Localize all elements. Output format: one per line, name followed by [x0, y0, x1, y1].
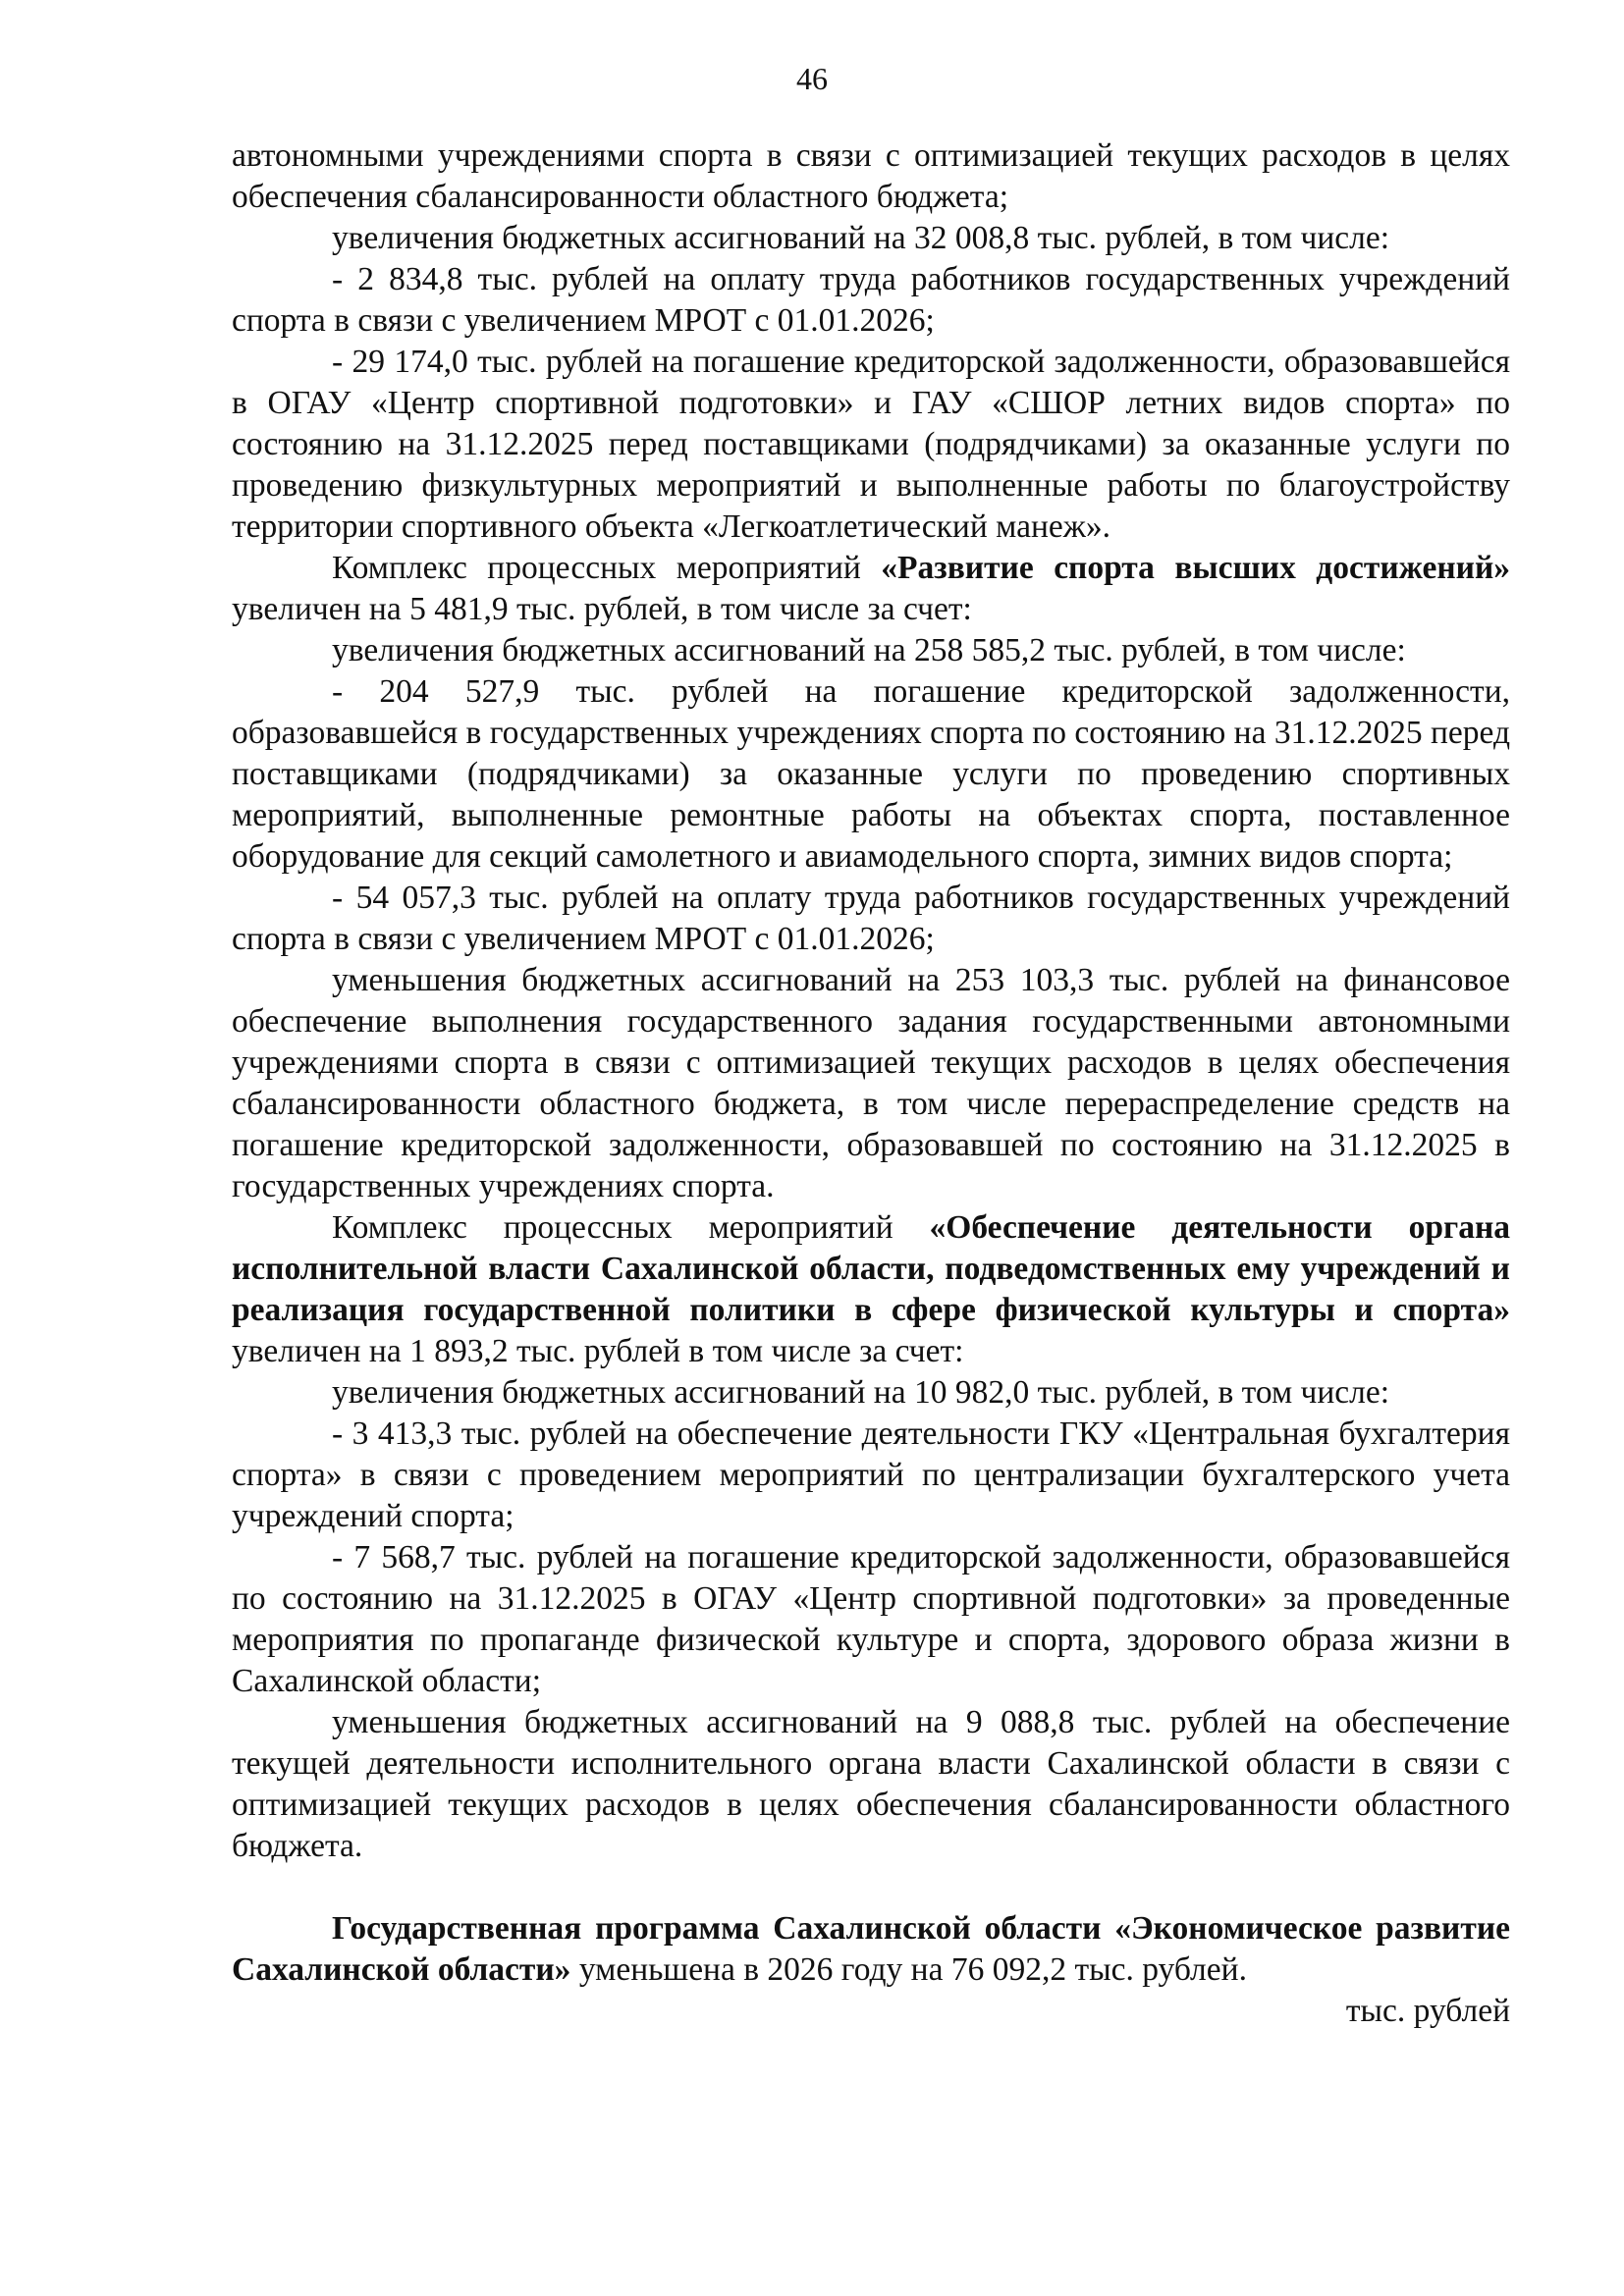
paragraph-rest: уменьшена в 2026 году на 76 092,2 тыс. рублей.: [570, 1951, 1247, 1988]
paragraph: увеличения бюджетных ассигнований на 10 982,0 тыс. рублей, в том числе:: [332, 1374, 1390, 1411]
paragraph: автономными учреждениями спорта в связи с оптимизацией текущих расходов в целях обеспечения сбалансированности областного бюджета;: [232, 137, 1510, 215]
paragraph: уменьшения бюджетных ассигнований на 9 088,8 тыс. рублей на обеспечение текущей деятельности исполнительного органа власти Сахалинской области в связи с оптимизацией текущих расходов в целях обеспечения сбалансированности областного бюджета.: [232, 1704, 1510, 1864]
document-body: [232, 135, 1510, 2032]
paragraph: [232, 548, 1510, 630]
page-number: 46: [796, 61, 828, 96]
paragraph-lead: Комплекс процессных мероприятий: [332, 1209, 930, 1246]
program-heading: [232, 1908, 1510, 1991]
list-item: - 29 174,0 тыс. рублей на погашение кредиторской задолженности, образовавшейся в ОГАУ «Центр спортивной подготовки» и ГАУ «СШОР летних видов спорта» по состоянию на 31.12.2025 перед поставщиками (подрядчиками) за оказанные услуги по проведению физкультурных мероприятий и выполненные работы по благоустройству территории спортивного объекта «Легкоатлетический манеж».: [232, 344, 1510, 545]
complex-title: «Обеспечение деятельности органа исполнительной власти Сахалинской области, подведомственных ему учреждений и реализация государственной политики в сфере физической культуры и спорта»: [232, 1209, 1511, 1328]
list-item: - 3 413,3 тыс. рублей на обеспечение деятельности ГКУ «Центральная бухгалтерия спорта» в связи с проведением мероприятий по централизации бухгалтерского учета учреждений спорта;: [232, 1415, 1510, 1534]
paragraph: увеличения бюджетных ассигнований на 32 008,8 тыс. рублей, в том числе:: [332, 220, 1390, 256]
paragraph-rest: увеличен на 5 481,9 тыс. рублей, в том числе за счет:: [232, 591, 972, 627]
paragraph: [232, 1207, 1510, 1372]
paragraph-lead: Комплекс процессных мероприятий: [332, 550, 882, 586]
unit-label: тыс. рублей: [1345, 1993, 1510, 2029]
paragraph: увеличения бюджетных ассигнований на 258 585,2 тыс. рублей, в том числе:: [332, 632, 1406, 668]
list-item: - 54 057,3 тыс. рублей на оплату труда работников государственных учреждений спорта в связи с увеличением МРОТ с 01.01.2026;: [232, 880, 1510, 957]
section-gap: [232, 1867, 1510, 1908]
paragraph-rest: увеличен на 1 893,2 тыс. рублей в том числе за счет:: [232, 1333, 964, 1369]
list-item: - 204 527,9 тыс. рублей на погашение кредиторской задолженности, образовавшейся в государственных учреждениях спорта по состоянию на 31.12.2025 перед поставщиками (подрядчиками) за оказанные услуги по проведению спортивных мероприятий, выполненные ремонтные работы на объектах спорта, поставленное оборудование для секций самолетного и авиамодельного спорта, зимних видов спорта;: [232, 673, 1510, 875]
program-title: Государственная программа Сахалинской области «Экономическое развитие Сахалинской области»: [232, 1910, 1510, 1988]
list-item: - 2 834,8 тыс. рублей на оплату труда работников государственных учреждений спорта в связи с увеличением МРОТ с 01.01.2026;: [232, 261, 1510, 339]
list-item: - 7 568,7 тыс. рублей на погашение кредиторской задолженности, образовавшейся по состоянию на 31.12.2025 в ОГАУ «Центр спортивной подготовки» за проведенные мероприятия по пропаганде физической культуре и спорта, здорового образа жизни в Сахалинской области;: [232, 1539, 1510, 1699]
paragraph: уменьшения бюджетных ассигнований на 253 103,3 тыс. рублей на финансовое обеспечение выполнения государственного задания государственными автономными учреждениями спорта в связи с оптимизацией текущих расходов в целях обеспечения сбалансированности областного бюджета, в том числе перераспределение средств на погашение кредиторской задолженности, образовавшей по состоянию на 31.12.2025 в государственных учреждениях спорта.: [232, 962, 1510, 1204]
complex-title: «Развитие спорта высших достижений»: [881, 550, 1510, 586]
